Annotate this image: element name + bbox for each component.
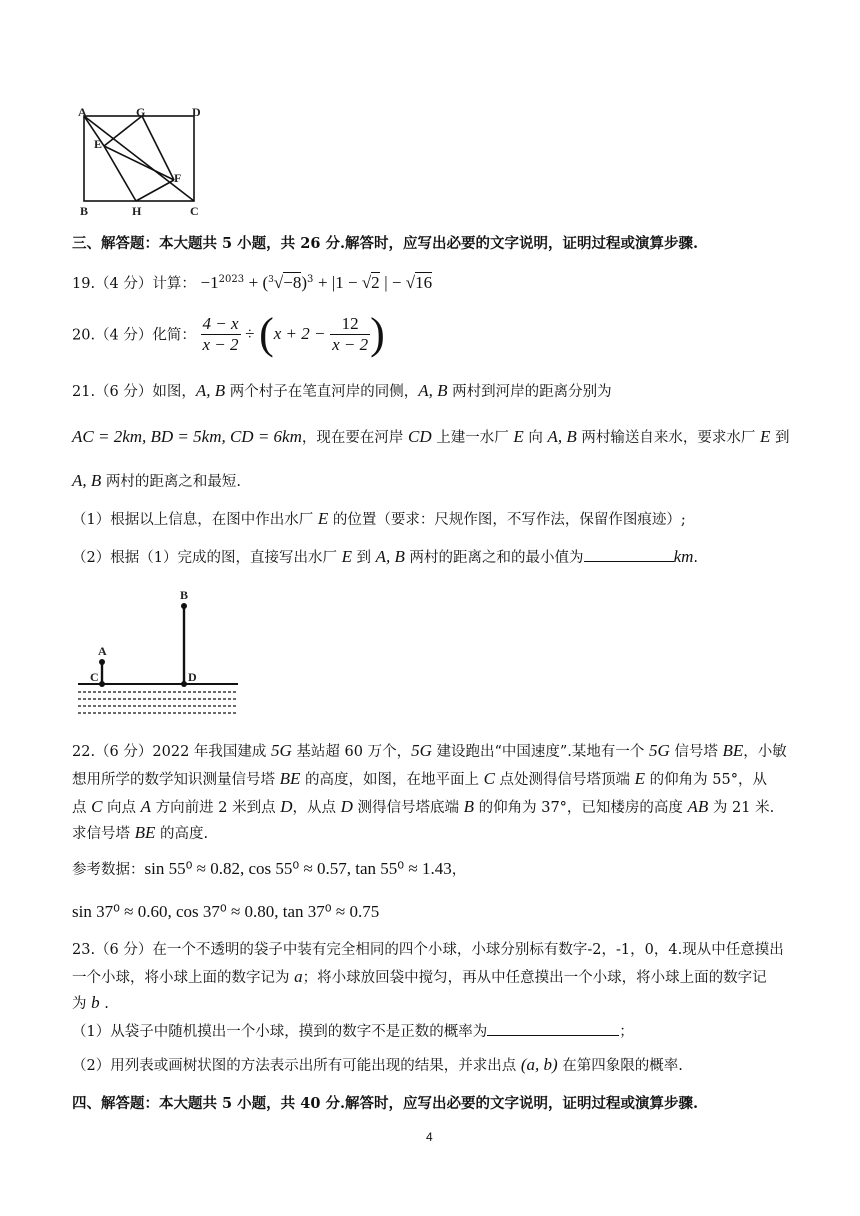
label-C: C — [90, 670, 99, 684]
question-19: 19.（4 分）计算： $-1^{2023} + (^3√-8)^3 + |1 - √2$ | − √16 — [72, 272, 433, 292]
q19-term-e: | − — [384, 272, 406, 292]
section-3-heading: 三、解答题：本大题共 5 小题，共 26 分.解答时，应写出必要的文字说明，证明过程或演算步骤. — [72, 235, 699, 252]
q19-exp-c: 3 — [307, 274, 314, 285]
label-A: A — [98, 644, 107, 658]
q19-term-a: −1 — [200, 272, 219, 292]
q19-cube-index: 3 — [268, 275, 274, 285]
q19-radicand-d: 2 — [371, 272, 380, 292]
q19-exp-a: 2023 — [218, 274, 245, 285]
q19-term-c: ) — [301, 272, 308, 292]
q20-middle: x + 2 − — [273, 324, 326, 343]
question-22-line-2: 想用所学的数学知识测量信号塔 BE 的高度，如图，在地平面上 C 点处测得信号塔顶端 E 的仰角为 55°，从 — [72, 769, 767, 788]
label-D: D — [188, 670, 197, 684]
question-23-sub-1: （1）从袋子中随机摸出一个小球，摸到的数字不是正数的概率为 ； — [72, 1020, 634, 1041]
question-23-line-3: 为 b . — [72, 993, 109, 1012]
question-21-sub-2: （2）根据（1）完成的图，直接写出水厂 E 到 A, B 两村的距离之和的最小值为 km. — [72, 547, 698, 566]
question-21-line-2: AC = 2km, BD = 5km, CD = 6km，现在要在河岸 CD 上建一水厂 E 向 A, B 两村输送自来水，要求水厂 E 到 — [72, 427, 790, 446]
question-22-line-4: 求信号塔 BE 的高度. — [72, 823, 209, 842]
rectangle-figure — [72, 104, 212, 220]
q20-prefix: 20.（4 分）化简： — [72, 327, 196, 344]
q19-term-d: + |1 − — [318, 272, 362, 292]
q20-fraction-1: $\frac{4 - x}{x - 2}$ — [202, 313, 239, 354]
question-21-line-1: 21.（6 分）如图，A, B 两个村子在笔直河岸的同侧，A, B 两村到河岸的距离分别为 — [72, 381, 612, 400]
label-F: F — [174, 171, 182, 185]
question-23-line-2: 一个小球，将小球上面的数字记为 a；将小球放回袋中搅匀，再从中任意摸出一个小球，将小球上面的数字记 — [72, 967, 767, 986]
q23-answer-blank[interactable] — [487, 1021, 619, 1036]
label-G: G — [136, 105, 146, 119]
q19-radicand-b: −8 — [283, 272, 302, 292]
question-20: 20.（4 分）化简： $\frac{4 - x}{x - 2}$ ÷ (x + 2 − $\frac{12}{x - 2}$ ) — [72, 309, 385, 358]
label-D: D — [192, 105, 201, 119]
question-22-line-1: 22.（6 分）2022 年我国建成 5G 基站超 60 万个，5G 建设跑出“中国速度”.某地有一个 5G 信号塔 BE，小敏 — [72, 741, 787, 760]
label-B: B — [80, 204, 89, 218]
question-23-line-1: 23.（6 分）在一个不透明的袋子中装有完全相同的四个小球，小球分别标有数字-2，-1，0，4.现从中任意摸出 — [72, 942, 784, 958]
question-22-line-3: 点 C 向点 A 方向前进 2 米到点 D，从点 D 测得信号塔底端 B 的仰角为 37°，已知楼房的高度 AB 为 21 米. — [72, 797, 775, 816]
label-A: A — [78, 105, 87, 119]
question-22-reference-2: sin 37⁰ ≈ 0.60, cos 37⁰ ≈ 0.80, tan 37⁰ ≈ 0.75 — [72, 902, 380, 921]
q19-prefix: 19.（4 分）计算： — [72, 275, 196, 292]
label-C: C — [190, 204, 199, 218]
q20-divide: ÷ — [245, 324, 255, 343]
q19-term-b: + ( — [248, 272, 269, 292]
question-21-sub-1: （1）根据以上信息，在图中作出水厂 E 的位置（要求：尺规作图，不写作法，保留作图痕迹）; — [72, 509, 686, 528]
label-E: E — [94, 137, 103, 151]
q20-fraction-2: $\frac{12}{x - 2}$ — [332, 313, 369, 354]
q19-radicand-e: 16 — [415, 272, 433, 292]
question-21-line-3: A, B 两村的距离之和最短. — [72, 471, 241, 490]
question-23-sub-2: （2）用列表或画树状图的方法表示出所有可能出现的结果，并求出点 (a, b) 在第四象限的概率. — [72, 1055, 683, 1074]
river-figure — [72, 586, 248, 722]
q21-answer-blank[interactable] — [584, 547, 674, 562]
page-number: 4 — [426, 1130, 433, 1144]
section-4-heading: 四、解答题：本大题共 5 小题，共 40 分.解答时，应写出必要的文字说明，证明过程或演算步骤. — [72, 1095, 699, 1112]
label-B: B — [180, 588, 189, 602]
label-H: H — [132, 204, 142, 218]
question-22-reference-1: 参考数据：sin 55⁰ ≈ 0.82, cos 55⁰ ≈ 0.57, tan 55⁰ ≈ 1.43， — [72, 859, 467, 878]
